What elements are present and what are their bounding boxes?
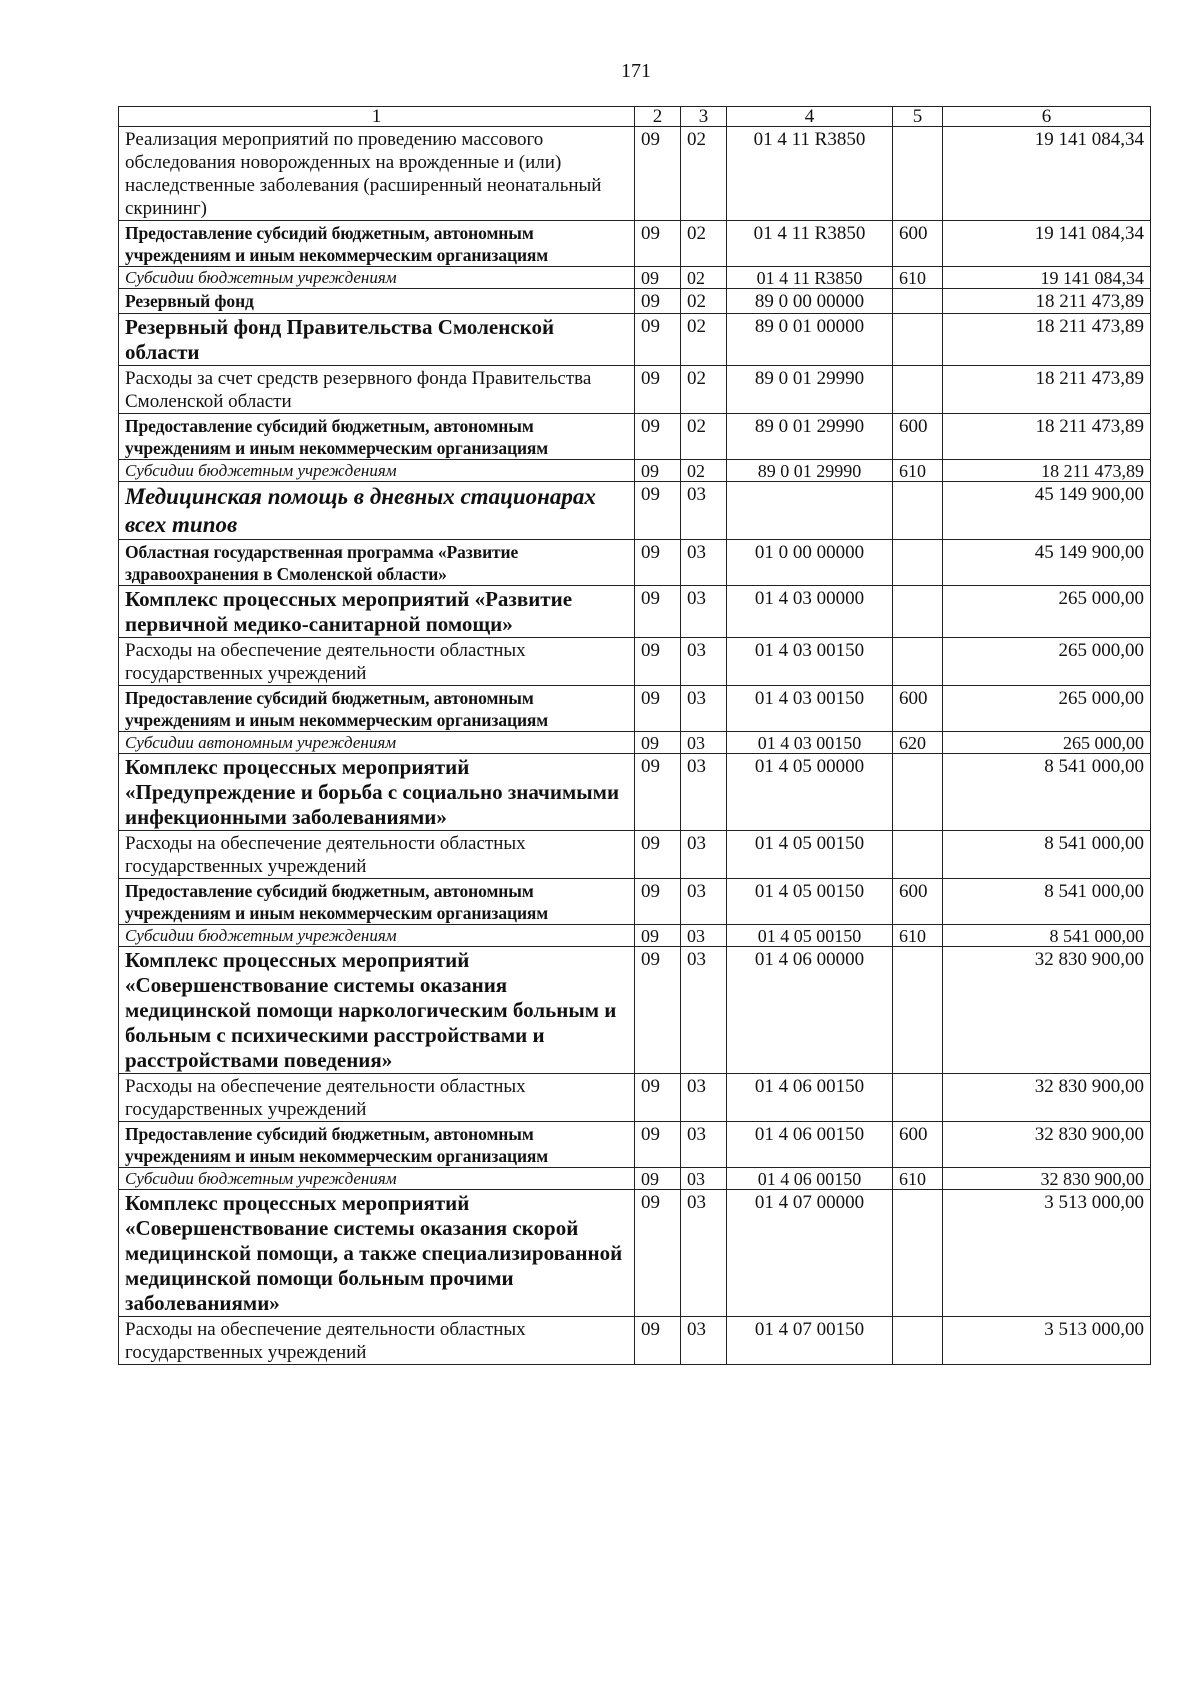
section-code-cell: 09 — [635, 289, 681, 314]
amount-cell: 3 513 000,00 — [943, 1190, 1151, 1317]
amount-cell: 8 541 000,00 — [943, 925, 1151, 947]
expense-type-cell: 610 — [893, 925, 943, 947]
amount-cell: 45 149 900,00 — [943, 540, 1151, 586]
amount-cell: 32 830 900,00 — [943, 1122, 1151, 1168]
expense-type-cell: 610 — [893, 460, 943, 482]
expense-type-cell — [893, 482, 943, 540]
target-article-cell: 01 4 06 00150 — [727, 1122, 893, 1168]
amount-cell: 45 149 900,00 — [943, 482, 1151, 540]
header-cell: 3 — [681, 107, 727, 127]
amount-cell: 19 141 084,34 — [943, 221, 1151, 267]
amount-cell: 8 541 000,00 — [943, 754, 1151, 831]
table-row — [119, 686, 1151, 732]
header-row — [119, 107, 1151, 127]
subsection-code-cell: 02 — [681, 366, 727, 414]
subsection-code-cell: 03 — [681, 732, 727, 754]
table-row — [119, 1074, 1151, 1122]
table-row — [119, 267, 1151, 289]
section-code-cell: 09 — [635, 879, 681, 925]
subsection-code-cell: 02 — [681, 221, 727, 267]
row-name-cell: Медицинская помощь в дневных стационарах всех типов — [119, 482, 635, 540]
table-row — [119, 754, 1151, 831]
table-row — [119, 638, 1151, 686]
row-name-cell: Субсидии автономным учреждениям — [119, 732, 635, 754]
expense-type-cell: 620 — [893, 732, 943, 754]
amount-cell: 18 211 473,89 — [943, 366, 1151, 414]
row-name-cell: Расходы на обеспечение деятельности областных государственных учреждений — [119, 638, 635, 686]
table-row — [119, 1317, 1151, 1365]
target-article-cell: 89 0 01 29990 — [727, 414, 893, 460]
target-article-cell: 01 4 03 00000 — [727, 586, 893, 638]
amount-cell: 8 541 000,00 — [943, 879, 1151, 925]
table-row — [119, 414, 1151, 460]
row-name-cell: Субсидии бюджетным учреждениям — [119, 267, 635, 289]
table-row — [119, 1190, 1151, 1317]
section-code-cell: 09 — [635, 221, 681, 267]
row-name-cell: Предоставление субсидий бюджетным, автономным учреждениям и иным некоммерческим организациям — [119, 686, 635, 732]
page-number: 171 — [621, 60, 651, 82]
table-row — [119, 221, 1151, 267]
table-row — [119, 127, 1151, 221]
amount-cell: 18 211 473,89 — [943, 460, 1151, 482]
target-article-cell — [727, 482, 893, 540]
target-article-cell: 01 4 11 R3850 — [727, 221, 893, 267]
target-article-cell: 01 4 06 00150 — [727, 1168, 893, 1190]
section-code-cell: 09 — [635, 638, 681, 686]
header-cell: 5 — [893, 107, 943, 127]
target-article-cell: 01 4 07 00150 — [727, 1317, 893, 1365]
expense-type-cell — [893, 638, 943, 686]
expense-type-cell — [893, 1190, 943, 1317]
table-row — [119, 540, 1151, 586]
header-cell: 6 — [943, 107, 1151, 127]
amount-cell: 8 541 000,00 — [943, 831, 1151, 879]
expense-type-cell: 600 — [893, 879, 943, 925]
section-code-cell: 09 — [635, 586, 681, 638]
table-row — [119, 732, 1151, 754]
amount-cell: 3 513 000,00 — [943, 1317, 1151, 1365]
target-article-cell: 01 4 11 R3850 — [727, 127, 893, 221]
table-row — [119, 879, 1151, 925]
row-name-cell: Предоставление субсидий бюджетным, автономным учреждениям и иным некоммерческим организациям — [119, 1122, 635, 1168]
subsection-code-cell: 03 — [681, 1122, 727, 1168]
row-name-cell: Предоставление субсидий бюджетным, автономным учреждениям и иным некоммерческим организациям — [119, 414, 635, 460]
subsection-code-cell: 03 — [681, 686, 727, 732]
section-code-cell: 09 — [635, 127, 681, 221]
section-code-cell: 09 — [635, 947, 681, 1074]
subsection-code-cell: 03 — [681, 831, 727, 879]
table-row — [119, 925, 1151, 947]
row-name-cell: Комплекс процессных мероприятий «Совершенствование системы оказания медицинской помощи наркологическим больным и больным с психическими расстройствами и расстройствами поведения» — [119, 947, 635, 1074]
amount-cell: 18 211 473,89 — [943, 414, 1151, 460]
expense-type-cell — [893, 540, 943, 586]
row-name-cell: Комплекс процессных мероприятий «Развитие первичной медико-санитарной помощи» — [119, 586, 635, 638]
subsection-code-cell: 03 — [681, 586, 727, 638]
row-name-cell: Расходы на обеспечение деятельности областных государственных учреждений — [119, 831, 635, 879]
row-name-cell: Расходы за счет средств резервного фонда Правительства Смоленской области — [119, 366, 635, 414]
amount-cell: 18 211 473,89 — [943, 289, 1151, 314]
amount-cell: 32 830 900,00 — [943, 1074, 1151, 1122]
table-row — [119, 586, 1151, 638]
section-code-cell: 09 — [635, 1168, 681, 1190]
expense-type-cell: 600 — [893, 686, 943, 732]
amount-cell: 32 830 900,00 — [943, 947, 1151, 1074]
row-name-cell: Комплекс процессных мероприятий «Совершенствование системы оказания скорой медицинской помощи, а также специализированной медицинской помощи больным прочими заболеваниями» — [119, 1190, 635, 1317]
row-name-cell: Субсидии бюджетным учреждениям — [119, 925, 635, 947]
amount-cell: 265 000,00 — [943, 586, 1151, 638]
target-article-cell: 01 4 05 00000 — [727, 754, 893, 831]
target-article-cell: 01 4 05 00150 — [727, 925, 893, 947]
header-cell: 1 — [119, 107, 635, 127]
row-name-cell: Расходы на обеспечение деятельности областных государственных учреждений — [119, 1074, 635, 1122]
subsection-code-cell: 02 — [681, 267, 727, 289]
target-article-cell: 01 4 03 00150 — [727, 732, 893, 754]
expense-type-cell — [893, 754, 943, 831]
expense-type-cell: 610 — [893, 267, 943, 289]
expense-type-cell: 600 — [893, 1122, 943, 1168]
row-name-cell: Комплекс процессных мероприятий «Предупреждение и борьба с социально значимыми инфекционными заболеваниями» — [119, 754, 635, 831]
section-code-cell: 09 — [635, 1317, 681, 1365]
section-code-cell: 09 — [635, 754, 681, 831]
row-name-cell: Резервный фонд — [119, 289, 635, 314]
subsection-code-cell: 03 — [681, 1317, 727, 1365]
subsection-code-cell: 03 — [681, 1168, 727, 1190]
expense-type-cell — [893, 314, 943, 366]
target-article-cell: 89 0 01 29990 — [727, 460, 893, 482]
target-article-cell: 01 4 06 00000 — [727, 947, 893, 1074]
row-name-cell: Предоставление субсидий бюджетным, автономным учреждениям и иным некоммерческим организациям — [119, 221, 635, 267]
expense-type-cell — [893, 1317, 943, 1365]
section-code-cell: 09 — [635, 314, 681, 366]
target-article-cell: 01 4 03 00150 — [727, 638, 893, 686]
section-code-cell: 09 — [635, 460, 681, 482]
row-name-cell: Областная государственная программа «Развитие здравоохранения в Смоленской области» — [119, 540, 635, 586]
expense-type-cell — [893, 831, 943, 879]
target-article-cell: 01 4 05 00150 — [727, 879, 893, 925]
section-code-cell: 09 — [635, 366, 681, 414]
target-article-cell: 01 4 11 R3850 — [727, 267, 893, 289]
subsection-code-cell: 03 — [681, 947, 727, 1074]
subsection-code-cell: 03 — [681, 879, 727, 925]
subsection-code-cell: 03 — [681, 482, 727, 540]
table-row — [119, 1168, 1151, 1190]
target-article-cell: 01 4 05 00150 — [727, 831, 893, 879]
section-code-cell: 09 — [635, 1190, 681, 1317]
row-name-cell: Расходы на обеспечение деятельности областных государственных учреждений — [119, 1317, 635, 1365]
target-article-cell: 01 4 03 00150 — [727, 686, 893, 732]
header-cell: 2 — [635, 107, 681, 127]
table-row — [119, 366, 1151, 414]
table-row — [119, 460, 1151, 482]
subsection-code-cell: 03 — [681, 754, 727, 831]
amount-cell: 19 141 084,34 — [943, 127, 1151, 221]
section-code-cell: 09 — [635, 732, 681, 754]
budget-table — [118, 106, 1151, 1365]
target-article-cell: 89 0 00 00000 — [727, 289, 893, 314]
target-article-cell: 89 0 01 29990 — [727, 366, 893, 414]
amount-cell: 265 000,00 — [943, 732, 1151, 754]
section-code-cell: 09 — [635, 925, 681, 947]
expense-type-cell — [893, 289, 943, 314]
amount-cell: 19 141 084,34 — [943, 267, 1151, 289]
subsection-code-cell: 02 — [681, 289, 727, 314]
target-article-cell: 01 4 06 00150 — [727, 1074, 893, 1122]
section-code-cell: 09 — [635, 686, 681, 732]
section-code-cell: 09 — [635, 1074, 681, 1122]
target-article-cell: 01 0 00 00000 — [727, 540, 893, 586]
amount-cell: 265 000,00 — [943, 686, 1151, 732]
expense-type-cell: 600 — [893, 221, 943, 267]
subsection-code-cell: 03 — [681, 1190, 727, 1317]
amount-cell: 265 000,00 — [943, 638, 1151, 686]
table-row — [119, 947, 1151, 1074]
subsection-code-cell: 02 — [681, 127, 727, 221]
target-article-cell: 89 0 01 00000 — [727, 314, 893, 366]
header-cell: 4 — [727, 107, 893, 127]
expense-type-cell — [893, 366, 943, 414]
subsection-code-cell: 03 — [681, 540, 727, 586]
amount-cell: 32 830 900,00 — [943, 1168, 1151, 1190]
expense-type-cell: 610 — [893, 1168, 943, 1190]
subsection-code-cell: 02 — [681, 314, 727, 366]
section-code-cell: 09 — [635, 540, 681, 586]
target-article-cell: 01 4 07 00000 — [727, 1190, 893, 1317]
table-row — [119, 1122, 1151, 1168]
row-name-cell: Резервный фонд Правительства Смоленской области — [119, 314, 635, 366]
table-row — [119, 289, 1151, 314]
section-code-cell: 09 — [635, 1122, 681, 1168]
section-code-cell: 09 — [635, 831, 681, 879]
expense-type-cell: 600 — [893, 414, 943, 460]
row-name-cell: Предоставление субсидий бюджетным, автономным учреждениям и иным некоммерческим организациям — [119, 879, 635, 925]
row-name-cell: Субсидии бюджетным учреждениям — [119, 1168, 635, 1190]
expense-type-cell — [893, 127, 943, 221]
amount-cell: 18 211 473,89 — [943, 314, 1151, 366]
table-row — [119, 314, 1151, 366]
row-name-cell: Реализация мероприятий по проведению массового обследования новорожденных на врожденные и (или) наследственные заболевания (расширенный неонатальный скрининг) — [119, 127, 635, 221]
table-row — [119, 831, 1151, 879]
subsection-code-cell: 03 — [681, 925, 727, 947]
row-name-cell: Субсидии бюджетным учреждениям — [119, 460, 635, 482]
expense-type-cell — [893, 947, 943, 1074]
section-code-cell: 09 — [635, 267, 681, 289]
expense-type-cell — [893, 1074, 943, 1122]
expense-type-cell — [893, 586, 943, 638]
table-row — [119, 482, 1151, 540]
subsection-code-cell: 03 — [681, 1074, 727, 1122]
subsection-code-cell: 02 — [681, 460, 727, 482]
subsection-code-cell: 03 — [681, 638, 727, 686]
subsection-code-cell: 02 — [681, 414, 727, 460]
section-code-cell: 09 — [635, 482, 681, 540]
section-code-cell: 09 — [635, 414, 681, 460]
